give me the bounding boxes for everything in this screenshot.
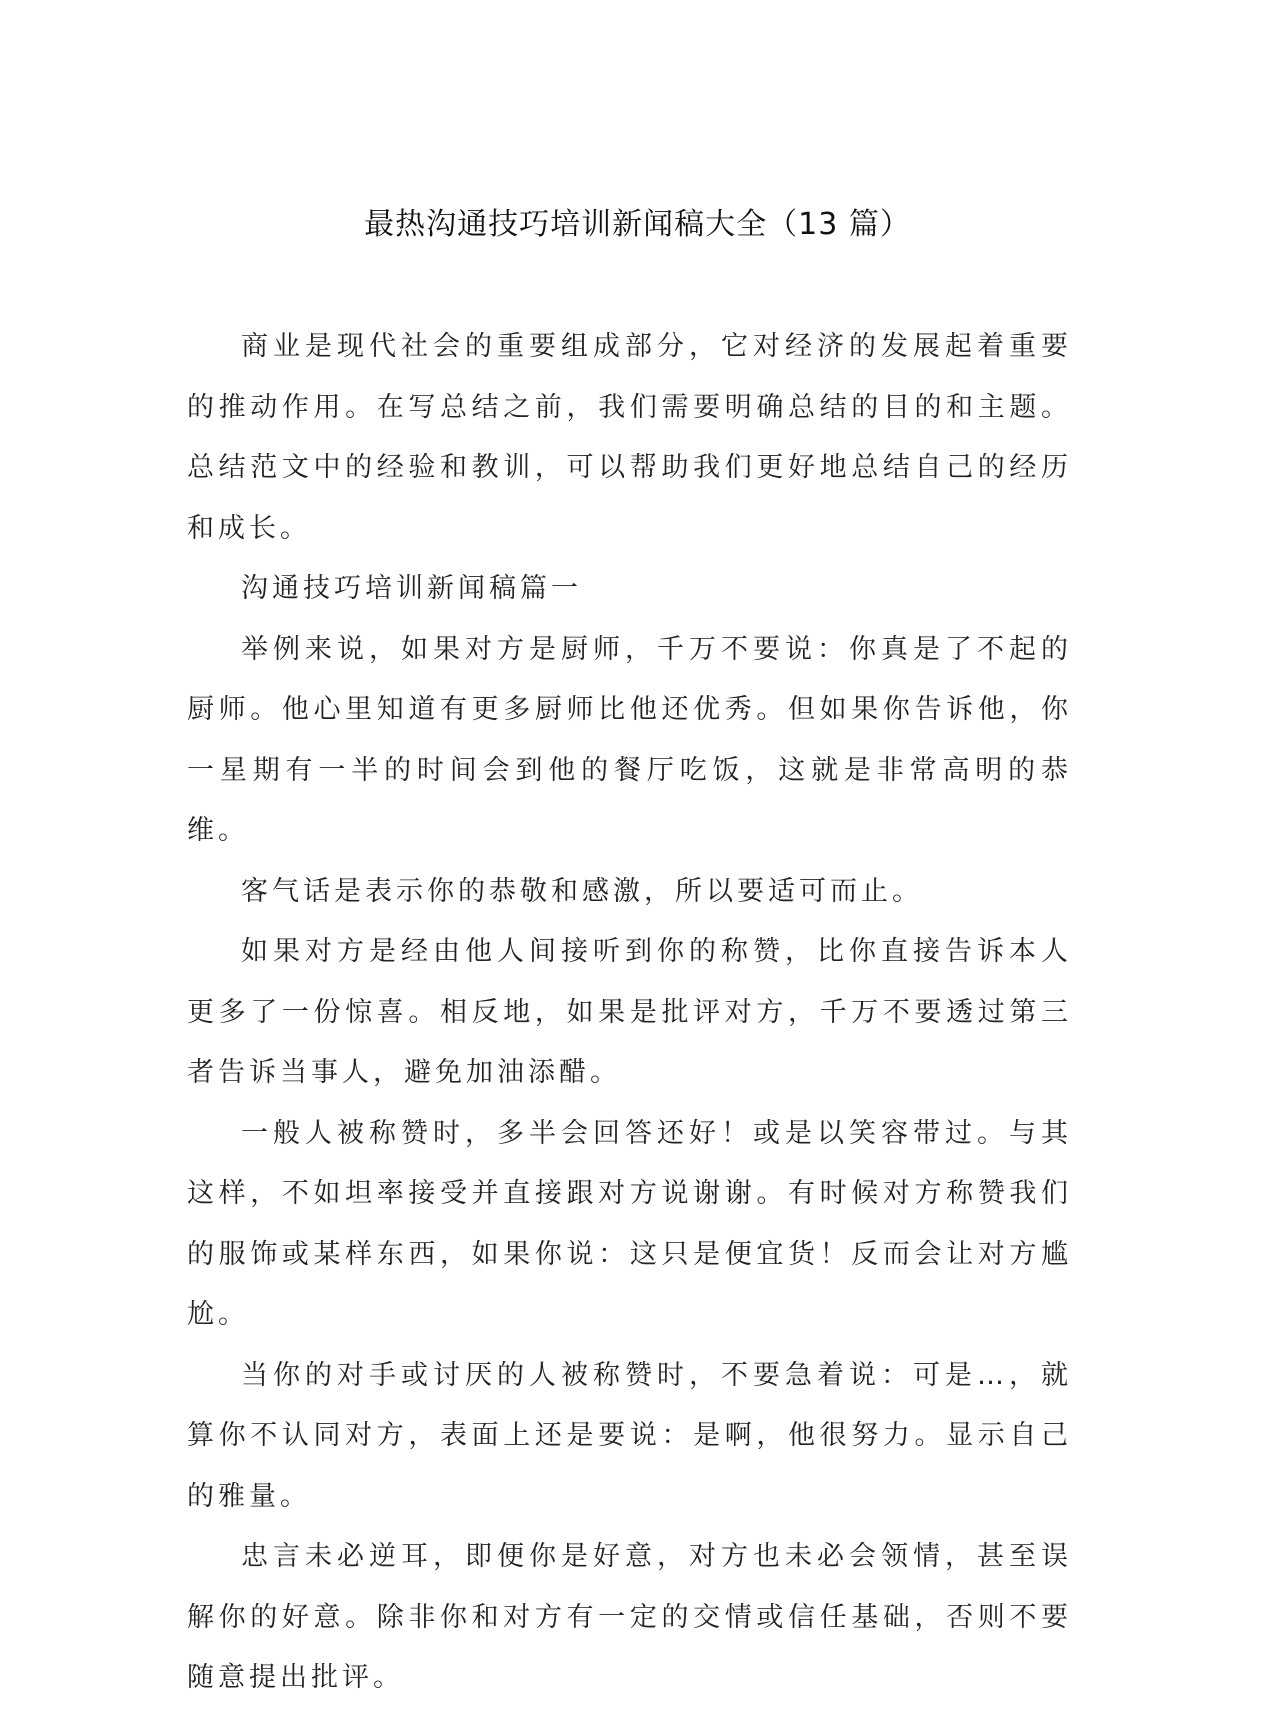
paragraph: 当你的对手或讨厌的人被称赞时，不要急着说：可是…，就算你不认同对方，表面上还是要说：是啊，他很努力。显示自己的雅量。 xyxy=(187,1359,1072,1512)
section-heading: 沟通技巧培训新闻稿篇一 xyxy=(241,573,582,604)
document-title: 最热沟通技巧培训新闻稿大全（13 篇） xyxy=(364,207,911,242)
paragraph: 如果对方是经由他人间接听到你的称赞，比你直接告诉本人更多了一份惊喜。相反地，如果是批评对方，千万不要透过第三者告诉当事人，避免加油添醋。 xyxy=(187,936,1072,1088)
paragraph: 举例来说，如果对方是厨师，千万不要说：你真是了不起的厨师。他心里知道有更多厨师比他还优秀。但如果你告诉他，你一星期有一半的时间会到他的餐厅吃饭，这就是非常高明的恭维。 xyxy=(187,633,1072,846)
paragraph-intro: 商业是现代社会的重要组成部分，它对经济的发展起着重要的推动作用。在写总结之前，我们需要明确总结的目的和主题。总结范文中的经验和教训，可以帮助我们更好地总结自己的经历和成长。 xyxy=(187,331,1072,544)
document-body xyxy=(187,317,1072,1709)
paragraph: 忠言未必逆耳，即便你是好意，对方也未必会领情，甚至误解你的好意。除非你和对方有一定的交情或信任基础，否则不要随意提出批评。 xyxy=(187,1541,1072,1693)
paragraph: 一般人被称赞时，多半会回答还好！或是以笑容带过。与其这样，不如坦率接受并直接跟对方说谢谢。有时候对方称赞我们的服饰或某样东西，如果你说：这只是便宜货！反而会让对方尴尬。 xyxy=(187,1117,1072,1330)
paragraph: 客气话是表示你的恭敬和感激，所以要适可而止。 xyxy=(241,875,923,907)
